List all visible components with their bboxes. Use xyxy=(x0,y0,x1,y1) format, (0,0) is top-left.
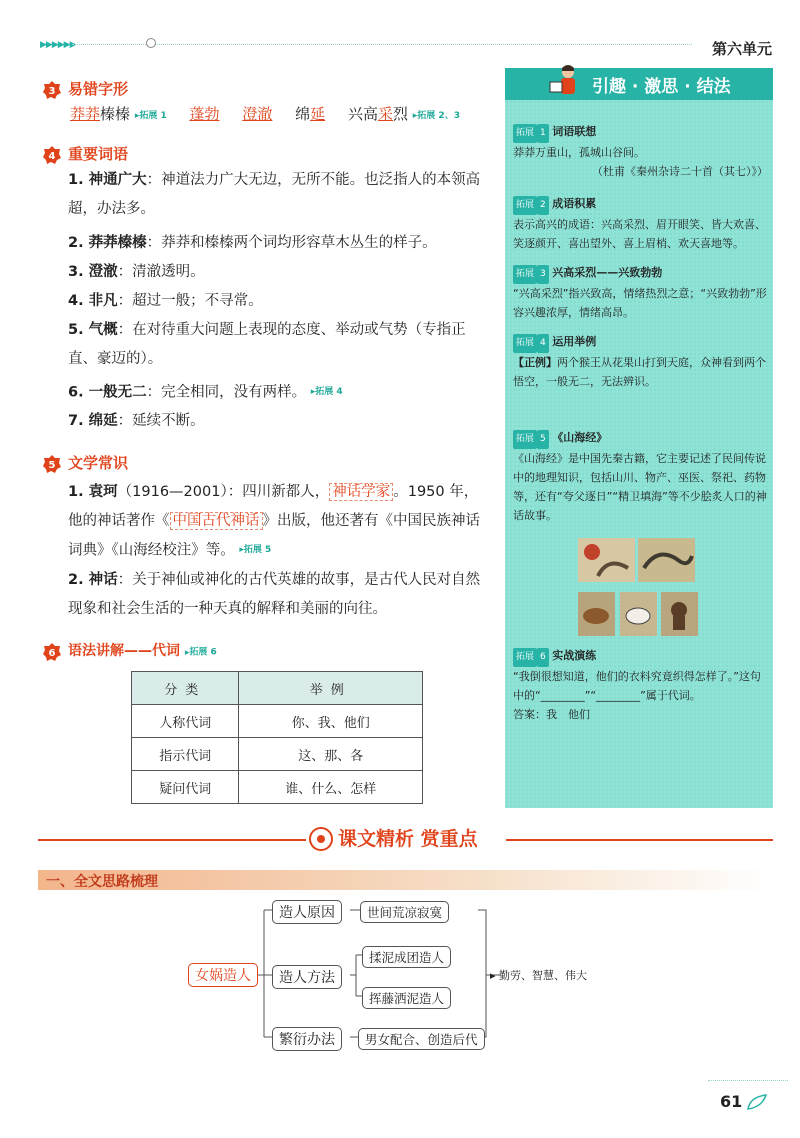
literature-item-2: 2. 神话：关于神仙或神化的古代英雄的故事，是古代人民对自然现象和社会生活的一种天真的解释和美丽的向往。 xyxy=(68,572,481,617)
word-xinggaocailie: 兴高采烈 ▸ 拓展 2、3 xyxy=(348,103,460,124)
section-title-4: 重要词语 xyxy=(68,145,129,163)
panel-item-6: 拓展 6 实战演练 “我倒很想知道，他们的衣料究竟织得怎样了。”这句中的“________”“________”属于代词。 答案：我 他们 xyxy=(513,649,761,721)
section-title-5: 文学常识 xyxy=(68,454,129,472)
table-cell: 疑问代词 xyxy=(132,771,239,804)
panel-item-4: 拓展 4 运用举例 【正例】两个猴王从花果山打到天庭，众神看到两个悟空，一般无二，无法辨识。 xyxy=(513,335,766,388)
panel-title: 引趣 · 激思 · 结法 xyxy=(592,77,731,97)
svg-text:3: 3 xyxy=(48,86,56,97)
table-cell: 指示代词 xyxy=(132,738,239,771)
vocab-item-1: 1. 神通广大：神道法力广大无边，无所不能。也泛指人的本领高超，办法多。 xyxy=(68,172,481,217)
ext-label-6: ▸ 拓展 6 xyxy=(185,648,217,658)
panel-item-2: 拓展 2 成语积累 表示高兴的成语：兴高采烈、眉开眼笑、皆大欢喜、笑逐颜开、喜出望外、喜上眉梢、欢天喜地等。 xyxy=(513,197,766,250)
vocab-item-2: 2. 莽莽榛榛：莽莽和榛榛两个词均形容草木丛生的样子。 xyxy=(68,235,437,251)
panel-item-5: 拓展 5 《山海经》 《山海经》是中国先秦古籍，它主要记述了民间传说中的地理知识，包括山川、物产、巫医、祭祀、药物等，还有“夸父逐日”“精卫填海”等不少脍炙人口的神话故事。 xyxy=(513,431,767,522)
word-manman-zhenzhen: 莽莽榛榛 ▸ 拓展 1 xyxy=(70,103,167,124)
vocab-item-7: 7. 绵延：延续不断。 xyxy=(68,413,205,429)
word-mianyan: 绵延 xyxy=(295,105,326,123)
word-pengbo: 蓬勃 xyxy=(189,105,220,123)
mindmap-leaf-1: 世间荒凉寂寞 xyxy=(360,901,449,923)
ext-label-4: ▸ 拓展 4 xyxy=(311,387,343,397)
svg-text:6: 6 xyxy=(48,648,56,659)
vocab-item-3: 3. 澄澈：清澈透明。 xyxy=(68,264,205,280)
mindmap-branch-3: 繁衍办法 xyxy=(272,1027,342,1051)
page-number: 61 xyxy=(720,1092,743,1111)
table-cell: 谁、什么、怎样 xyxy=(239,771,423,804)
word-chengche: 澄澈 xyxy=(242,105,273,123)
ext-tag: 拓展 xyxy=(513,124,537,143)
main-section-title: 课文精析 赏重点 xyxy=(338,828,478,850)
literature-item-1: 1. 袁珂（1916—2001）：四川新都人， 神话学家 。1950 年，他的神话著作《 中国古代神话 》出版，他还著有《中国民族神话词典》《山海经校注》等。 ▸ 拓展 5 xyxy=(68,478,488,566)
svg-text:5: 5 xyxy=(48,460,56,471)
ext-label-23: ▸ 拓展 2、3 xyxy=(413,108,460,121)
unit-title: 第六单元 xyxy=(712,40,773,58)
table-cell: 人称代词 xyxy=(132,705,239,738)
svg-text:4: 4 xyxy=(48,151,56,162)
table-cell: 你、我、他们 xyxy=(239,705,423,738)
footer-divider xyxy=(708,1080,788,1081)
panel-item-1: 拓展 1 词语联想 莽莽万重山，孤城山谷间。 （杜甫《秦州杂诗二十首（其七）》） xyxy=(513,125,768,178)
header-arrows: ▶▶▶▶▶▶ xyxy=(40,40,76,50)
sub-section-title: 一、全文思路梳理 xyxy=(46,874,158,890)
mindmap-leaf-3: 男女配合、创造后代 xyxy=(358,1028,485,1050)
section-title-3: 易错字形 xyxy=(68,80,129,98)
leaf-icon xyxy=(746,1093,768,1115)
mindmap-branch-2: 造人方法 xyxy=(272,965,342,989)
ext-label-1: ▸ 拓展 1 xyxy=(135,108,167,121)
vocab-item-4: 4. 非凡：超过一般；不寻常。 xyxy=(68,293,263,309)
table-header: 举例 xyxy=(239,672,423,705)
panel-item-3: 拓展 3 兴高采烈——兴致勃勃 “兴高采烈”指兴致高，情绪热烈之意；“兴致勃勃”形容兴趣浓厚，情绪高昂。 xyxy=(513,266,767,319)
section-title-6: 语法讲解——代词 ▸ 拓展 6 xyxy=(68,640,217,660)
mindmap-result: ▸ 勤劳、智慧、伟大 xyxy=(490,969,588,982)
ext-label-5: ▸ 拓展 5 xyxy=(239,545,271,555)
mindmap-leaf-2b: 挥藤洒泥造人 xyxy=(362,987,451,1009)
vocab-item-6: 6. 一般无二：完全相同，没有两样。 ▸ 拓展 4 xyxy=(68,378,488,408)
mindmap-leaf-2a: 揉泥成团造人 xyxy=(362,946,451,968)
table-cell: 这、那、各 xyxy=(239,738,423,771)
table-header: 分类 xyxy=(132,672,239,705)
mindmap-root: 女娲造人 xyxy=(188,963,258,987)
mindmap-branch-1: 造人原因 xyxy=(272,900,342,924)
vocab-item-5: 5. 气概：在对待重大问题上表现的态度、举动或气势（专指正直、豪迈的）。 xyxy=(68,322,466,367)
